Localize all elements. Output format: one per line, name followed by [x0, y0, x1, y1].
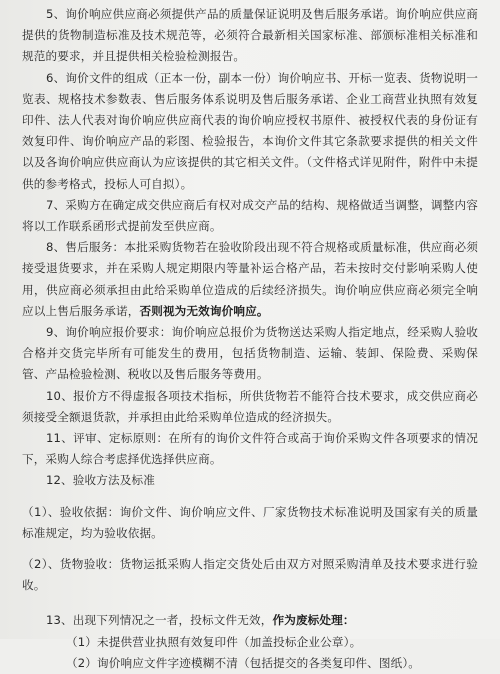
clause-11: 11、评审、定标原则：在所有的询价文件符合或高于询价采购文件各项要求的情况下，采购人综合考虑择优选择供应商。 — [22, 431, 478, 467]
clause-5: 5、询价响应供应商必须提供产品的质量保证说明及售后服务承诺。询价响应供应商提供的货物制造标准及技术规范等，必须符合最新相关国家标准、部颁标准相关标准和规范的要求，并且提供相关检验检测报告。 — [22, 7, 478, 64]
clause-8 — [22, 237, 478, 322]
clause-8-bold: 否则视为无效询价响应。 — [139, 303, 269, 318]
clause-13-item-2: （2）询价响应文件字迹模糊不清（包括提交的各类复印件、图纸）。 — [66, 655, 421, 670]
clause-9: 9、询价响应报价要求：询价响应总报价为货物送达采购人指定地点，经采购人验收合格并交货完毕所有可能发生的费用，包括货物制造、运输、装卸、保险费、采购保管、产品检验检测、税收以及售后服务等费用。 — [22, 325, 478, 382]
clause-13-item-1: （1）未提供营业执照有效复印件（加盖投标企业公章）。 — [66, 634, 362, 649]
clause-8-text: 8、售后服务：本批采购货物若在验收阶段出现不符合规格或质量标准，供应商必须接受退货要求，并在采购人规定期限内等量补运合格产品，若未按时交付影响采购人使用，供应商必须承担由此给采购单位造成的后续经济损失。询价响应供应商必须完全响应以上售后服务承诺， — [22, 240, 478, 318]
clause-10: 10、报价方不得虚报各项技术指标，所供货物若不能符合技术要求，成交供应商必须接受全额退货款，并承担由此给采购单位造成的经济损失。 — [22, 388, 478, 424]
clause-13-bold: 作为废标处理： — [272, 613, 355, 628]
clause-12-item-2: （2）、货物验收：货物运抵采购人指定交货处后由双方对照采购清单及技术要求进行验收。 — [22, 557, 478, 593]
clause-12-heading: 12、验收方法及标准 — [46, 473, 156, 488]
clause-12-item-1: （1）、验收依据：询价文件、询价响应文件、厂家货物技术标准说明及国家有关的质量标准规定，均为验收依据。 — [22, 504, 478, 540]
clause-13 — [22, 610, 478, 631]
clause-13-text: 13、出现下列情况之一者，投标文件无效， — [46, 613, 273, 628]
clause-7: 7、采购方在确定成交供应商后有权对成交产品的结构、规格做适当调整，调整内容将以工作联系函形式提前发至供应商。 — [22, 197, 478, 234]
clause-6: 6、询价文件的组成（正本一份，副本一份）询价响应书、开标一览表、货物说明一览表、规格技术参数表、售后服务体系说明及售后服务承诺、企业工商营业执照有效复印件、法人代表对询价响应供应商代表的询价响应授权书原件、被授权代表的身份证有效复印件、询价响应产品的彩图、检验报告，本询价文件其它条款要求提供的相关文件以及各询价响应供应商认为应该提供的其它相关文件。（文件格式详见附件，附件中未提供的参考格式，投标人可自拟）。 — [22, 70, 478, 191]
